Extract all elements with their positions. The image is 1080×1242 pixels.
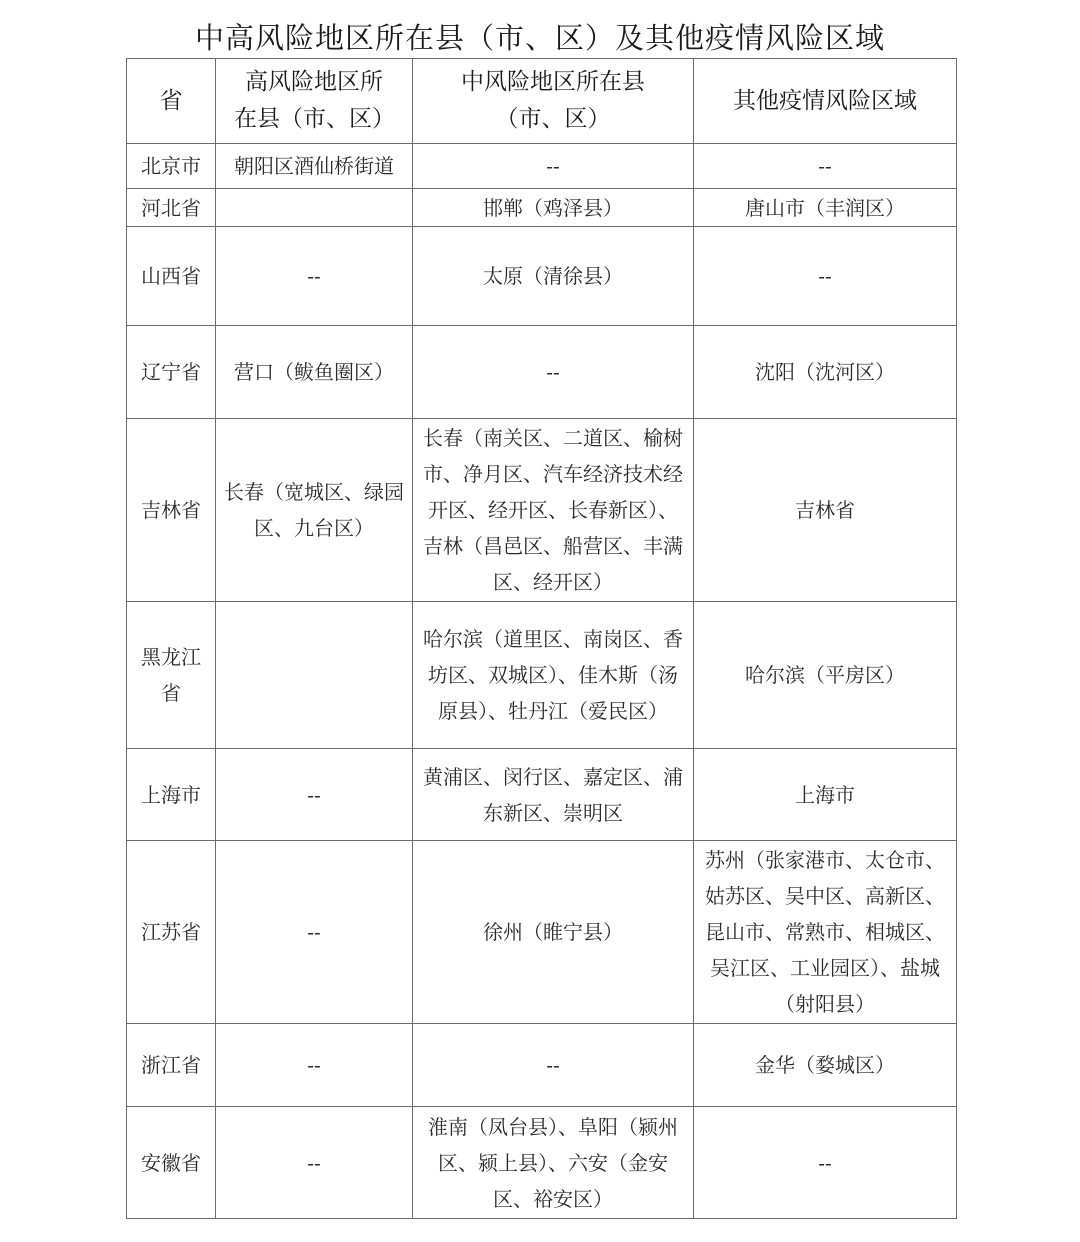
high-risk-cell: --: [216, 227, 413, 326]
table-row: [127, 144, 957, 189]
header-province: 省: [127, 59, 216, 144]
other-risk-cell: --: [694, 1107, 957, 1219]
high-risk-cell: 营口（鲅鱼圈区）: [216, 326, 413, 419]
header-high-risk: 高风险地区所在县（市、区）: [216, 59, 413, 144]
other-risk-cell: 苏州（张家港市、太仓市、姑苏区、吴中区、高新区、昆山市、常熟市、相城区、吴江区、工业园区）、盐城（射阳县）: [694, 841, 957, 1024]
medium-risk-cell: 邯郸（鸡泽县）: [413, 189, 694, 227]
province-cell: 上海市: [127, 749, 216, 841]
medium-risk-cell: 徐州（睢宁县）: [413, 841, 694, 1024]
medium-risk-cell: 太原（清徐县）: [413, 227, 694, 326]
medium-risk-cell: --: [413, 144, 694, 189]
other-risk-cell: 沈阳（沈河区）: [694, 326, 957, 419]
table-header-row: [127, 59, 957, 144]
table-row: [127, 749, 957, 841]
other-risk-cell: --: [694, 227, 957, 326]
province-cell: 北京市: [127, 144, 216, 189]
province-cell: 浙江省: [127, 1024, 216, 1107]
other-risk-cell: 金华（婺城区）: [694, 1024, 957, 1107]
other-risk-cell: 上海市: [694, 749, 957, 841]
medium-risk-cell: 淮南（凤台县）、阜阳（颍州区、颍上县）、六安（金安区、裕安区）: [413, 1107, 694, 1219]
table-row: [127, 189, 957, 227]
high-risk-cell: --: [216, 841, 413, 1024]
province-cell: 山西省: [127, 227, 216, 326]
high-risk-cell: [216, 189, 413, 227]
document-title: 中高风险地区所在县（市、区）及其他疫情风险区域: [194, 21, 885, 55]
province-cell: 河北省: [127, 189, 216, 227]
province-cell: 黑龙江省: [127, 602, 216, 749]
high-risk-cell: --: [216, 1024, 413, 1107]
high-risk-cell: --: [216, 1107, 413, 1219]
table-row: [127, 1024, 957, 1107]
other-risk-cell: 吉林省: [694, 419, 957, 602]
medium-risk-cell: 黄浦区、闵行区、嘉定区、浦东新区、崇明区: [413, 749, 694, 841]
other-risk-cell: --: [694, 144, 957, 189]
province-cell: 辽宁省: [127, 326, 216, 419]
other-risk-cell: 唐山市（丰润区）: [694, 189, 957, 227]
table-row: [127, 326, 957, 419]
header-medium-risk: 中风险地区所在县（市、区）: [413, 59, 694, 144]
medium-risk-cell: --: [413, 1024, 694, 1107]
high-risk-cell: [216, 602, 413, 749]
high-risk-cell: --: [216, 749, 413, 841]
province-cell: 江苏省: [127, 841, 216, 1024]
header-other-risk: 其他疫情风险区域: [694, 59, 957, 144]
table-row: [127, 419, 957, 602]
province-cell: 安徽省: [127, 1107, 216, 1219]
high-risk-cell: 朝阳区酒仙桥街道: [216, 144, 413, 189]
other-risk-cell: 哈尔滨（平房区）: [694, 602, 957, 749]
table-row: [127, 841, 957, 1024]
medium-risk-cell: --: [413, 326, 694, 419]
province-cell: 吉林省: [127, 419, 216, 602]
medium-risk-cell: 哈尔滨（道里区、南岗区、香坊区、双城区）、佳木斯（汤原县）、牡丹江（爱民区）: [413, 602, 694, 749]
risk-area-table: [126, 58, 957, 1219]
table-row: [127, 1107, 957, 1219]
medium-risk-cell: 长春（南关区、二道区、榆树市、净月区、汽车经济技术经开区、经开区、长春新区）、吉林（昌邑区、船营区、丰满区、经开区）: [413, 419, 694, 602]
table-row: [127, 602, 957, 749]
table-row: [127, 227, 957, 326]
high-risk-cell: 长春（宽城区、绿园区、九台区）: [216, 419, 413, 602]
